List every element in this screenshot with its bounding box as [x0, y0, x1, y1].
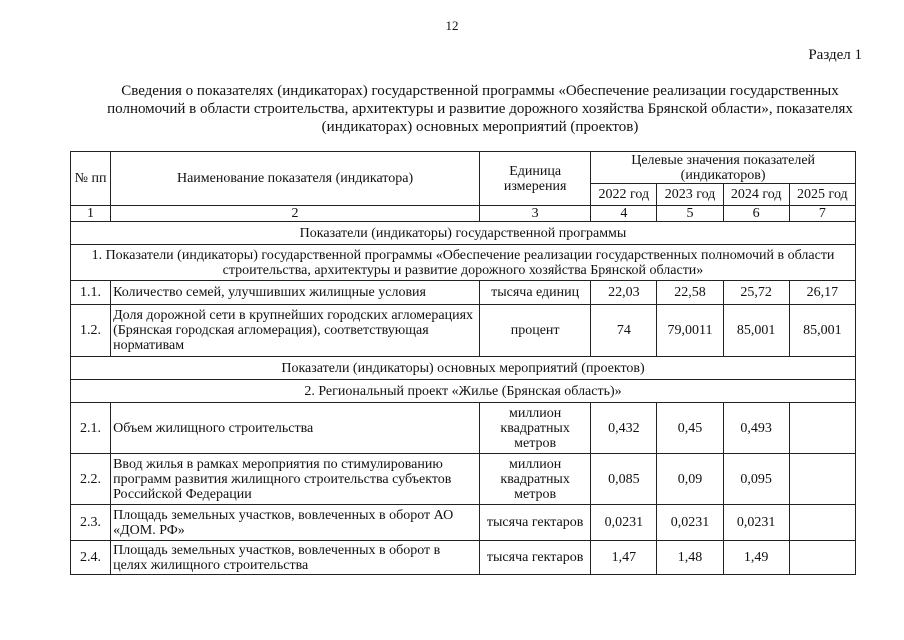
header-name: Наименование показателя (индикатора)	[111, 152, 480, 206]
row-value-2022: 74	[591, 305, 657, 357]
column-numbers-row	[71, 206, 856, 222]
table-row	[71, 281, 856, 305]
indicators-table	[70, 151, 856, 575]
table-row	[71, 403, 856, 454]
subsection-1-heading: 1. Показатели (индикаторы) государственной программы «Обеспечение реализации государственных полномочий в области строительства, архитектуры и развитие дорожного хозяйства Брянской области»	[71, 245, 856, 281]
table-row	[71, 541, 856, 575]
header-year-2024: 2024 год	[723, 184, 789, 206]
row-unit: тысяча единиц	[480, 281, 591, 305]
row-value-2023: 22,58	[657, 281, 723, 305]
header-unit: Единица измерения	[480, 152, 591, 206]
row-value-2025	[789, 505, 855, 541]
table-row	[71, 305, 856, 357]
row-value-2022: 22,03	[591, 281, 657, 305]
row-num: 2.2.	[71, 454, 111, 505]
row-unit: тысяча гектаров	[480, 541, 591, 575]
row-name: Количество семей, улучшивших жилищные условия	[111, 281, 480, 305]
row-num: 1.1.	[71, 281, 111, 305]
row-num: 2.3.	[71, 505, 111, 541]
row-value-2024: 1,49	[723, 541, 789, 575]
row-unit: процент	[480, 305, 591, 357]
table-row	[71, 454, 856, 505]
header-year-2025: 2025 год	[789, 184, 855, 206]
page-number: 12	[445, 18, 459, 33]
row-name: Площадь земельных участков, вовлеченных в оборот АО «ДОМ. РФ»	[111, 505, 480, 541]
section-row	[71, 357, 856, 380]
section-activities-heading: Показатели (индикаторы) основных мероприятий (проектов)	[71, 357, 856, 380]
subsection-row	[71, 245, 856, 281]
header-num: № пп	[71, 152, 111, 206]
row-name: Объем жилищного строительства	[111, 403, 480, 454]
row-name: Площадь земельных участков, вовлеченных в оборот в целях жилищного строительства	[111, 541, 480, 575]
header-targets: Целевые значения показателей (индикаторов)	[591, 152, 856, 184]
row-unit: миллион квадратных метров	[480, 454, 591, 505]
row-unit: тысяча гектаров	[480, 505, 591, 541]
row-value-2023: 0,09	[657, 454, 723, 505]
row-num: 2.1.	[71, 403, 111, 454]
header-year-2023: 2023 год	[657, 184, 723, 206]
row-value-2025	[789, 403, 855, 454]
row-value-2025: 85,001	[789, 305, 855, 357]
col-number: 6	[723, 206, 789, 222]
row-value-2023: 1,48	[657, 541, 723, 575]
row-value-2023: 79,0011	[657, 305, 723, 357]
row-num: 2.4.	[71, 541, 111, 575]
row-value-2022: 0,085	[591, 454, 657, 505]
row-value-2025	[789, 454, 855, 505]
col-number: 3	[480, 206, 591, 222]
row-value-2022: 1,47	[591, 541, 657, 575]
row-value-2024: 85,001	[723, 305, 789, 357]
document-title: Сведения о показателях (индикаторах) государственной программы «Обеспечение реализации государственных полномочий в области строительства, архитектуры и развитие дорожного хозяйства Брянской области», показателях (индикаторах) основных мероприятий (проектов)	[107, 83, 853, 135]
row-unit: миллион квадратных метров	[480, 403, 591, 454]
row-value-2023: 0,0231	[657, 505, 723, 541]
row-value-2022: 0,0231	[591, 505, 657, 541]
section-row	[71, 222, 856, 245]
row-value-2022: 0,432	[591, 403, 657, 454]
col-number: 5	[657, 206, 723, 222]
header-year-2022: 2022 год	[591, 184, 657, 206]
col-number: 2	[111, 206, 480, 222]
row-value-2024: 0,493	[723, 403, 789, 454]
section-label: Раздел 1	[808, 47, 862, 63]
subsection-2-heading: 2. Региональный проект «Жилье (Брянская область)»	[71, 380, 856, 403]
row-value-2024: 25,72	[723, 281, 789, 305]
col-number: 1	[71, 206, 111, 222]
table-row	[71, 505, 856, 541]
row-value-2025	[789, 541, 855, 575]
row-name: Ввод жилья в рамках мероприятия по стимулированию программ развития жилищного строительства субъектов Российской Федерации	[111, 454, 480, 505]
row-value-2024: 0,095	[723, 454, 789, 505]
row-value-2025: 26,17	[789, 281, 855, 305]
row-value-2024: 0,0231	[723, 505, 789, 541]
row-value-2023: 0,45	[657, 403, 723, 454]
col-number: 7	[789, 206, 855, 222]
header-row	[71, 152, 856, 184]
col-number: 4	[591, 206, 657, 222]
row-name: Доля дорожной сети в крупнейших городских агломерациях (Брянская городская агломерация), соответствующая нормативам	[111, 305, 480, 357]
row-num: 1.2.	[71, 305, 111, 357]
section-program-heading: Показатели (индикаторы) государственной программы	[71, 222, 856, 245]
subsection-row	[71, 380, 856, 403]
